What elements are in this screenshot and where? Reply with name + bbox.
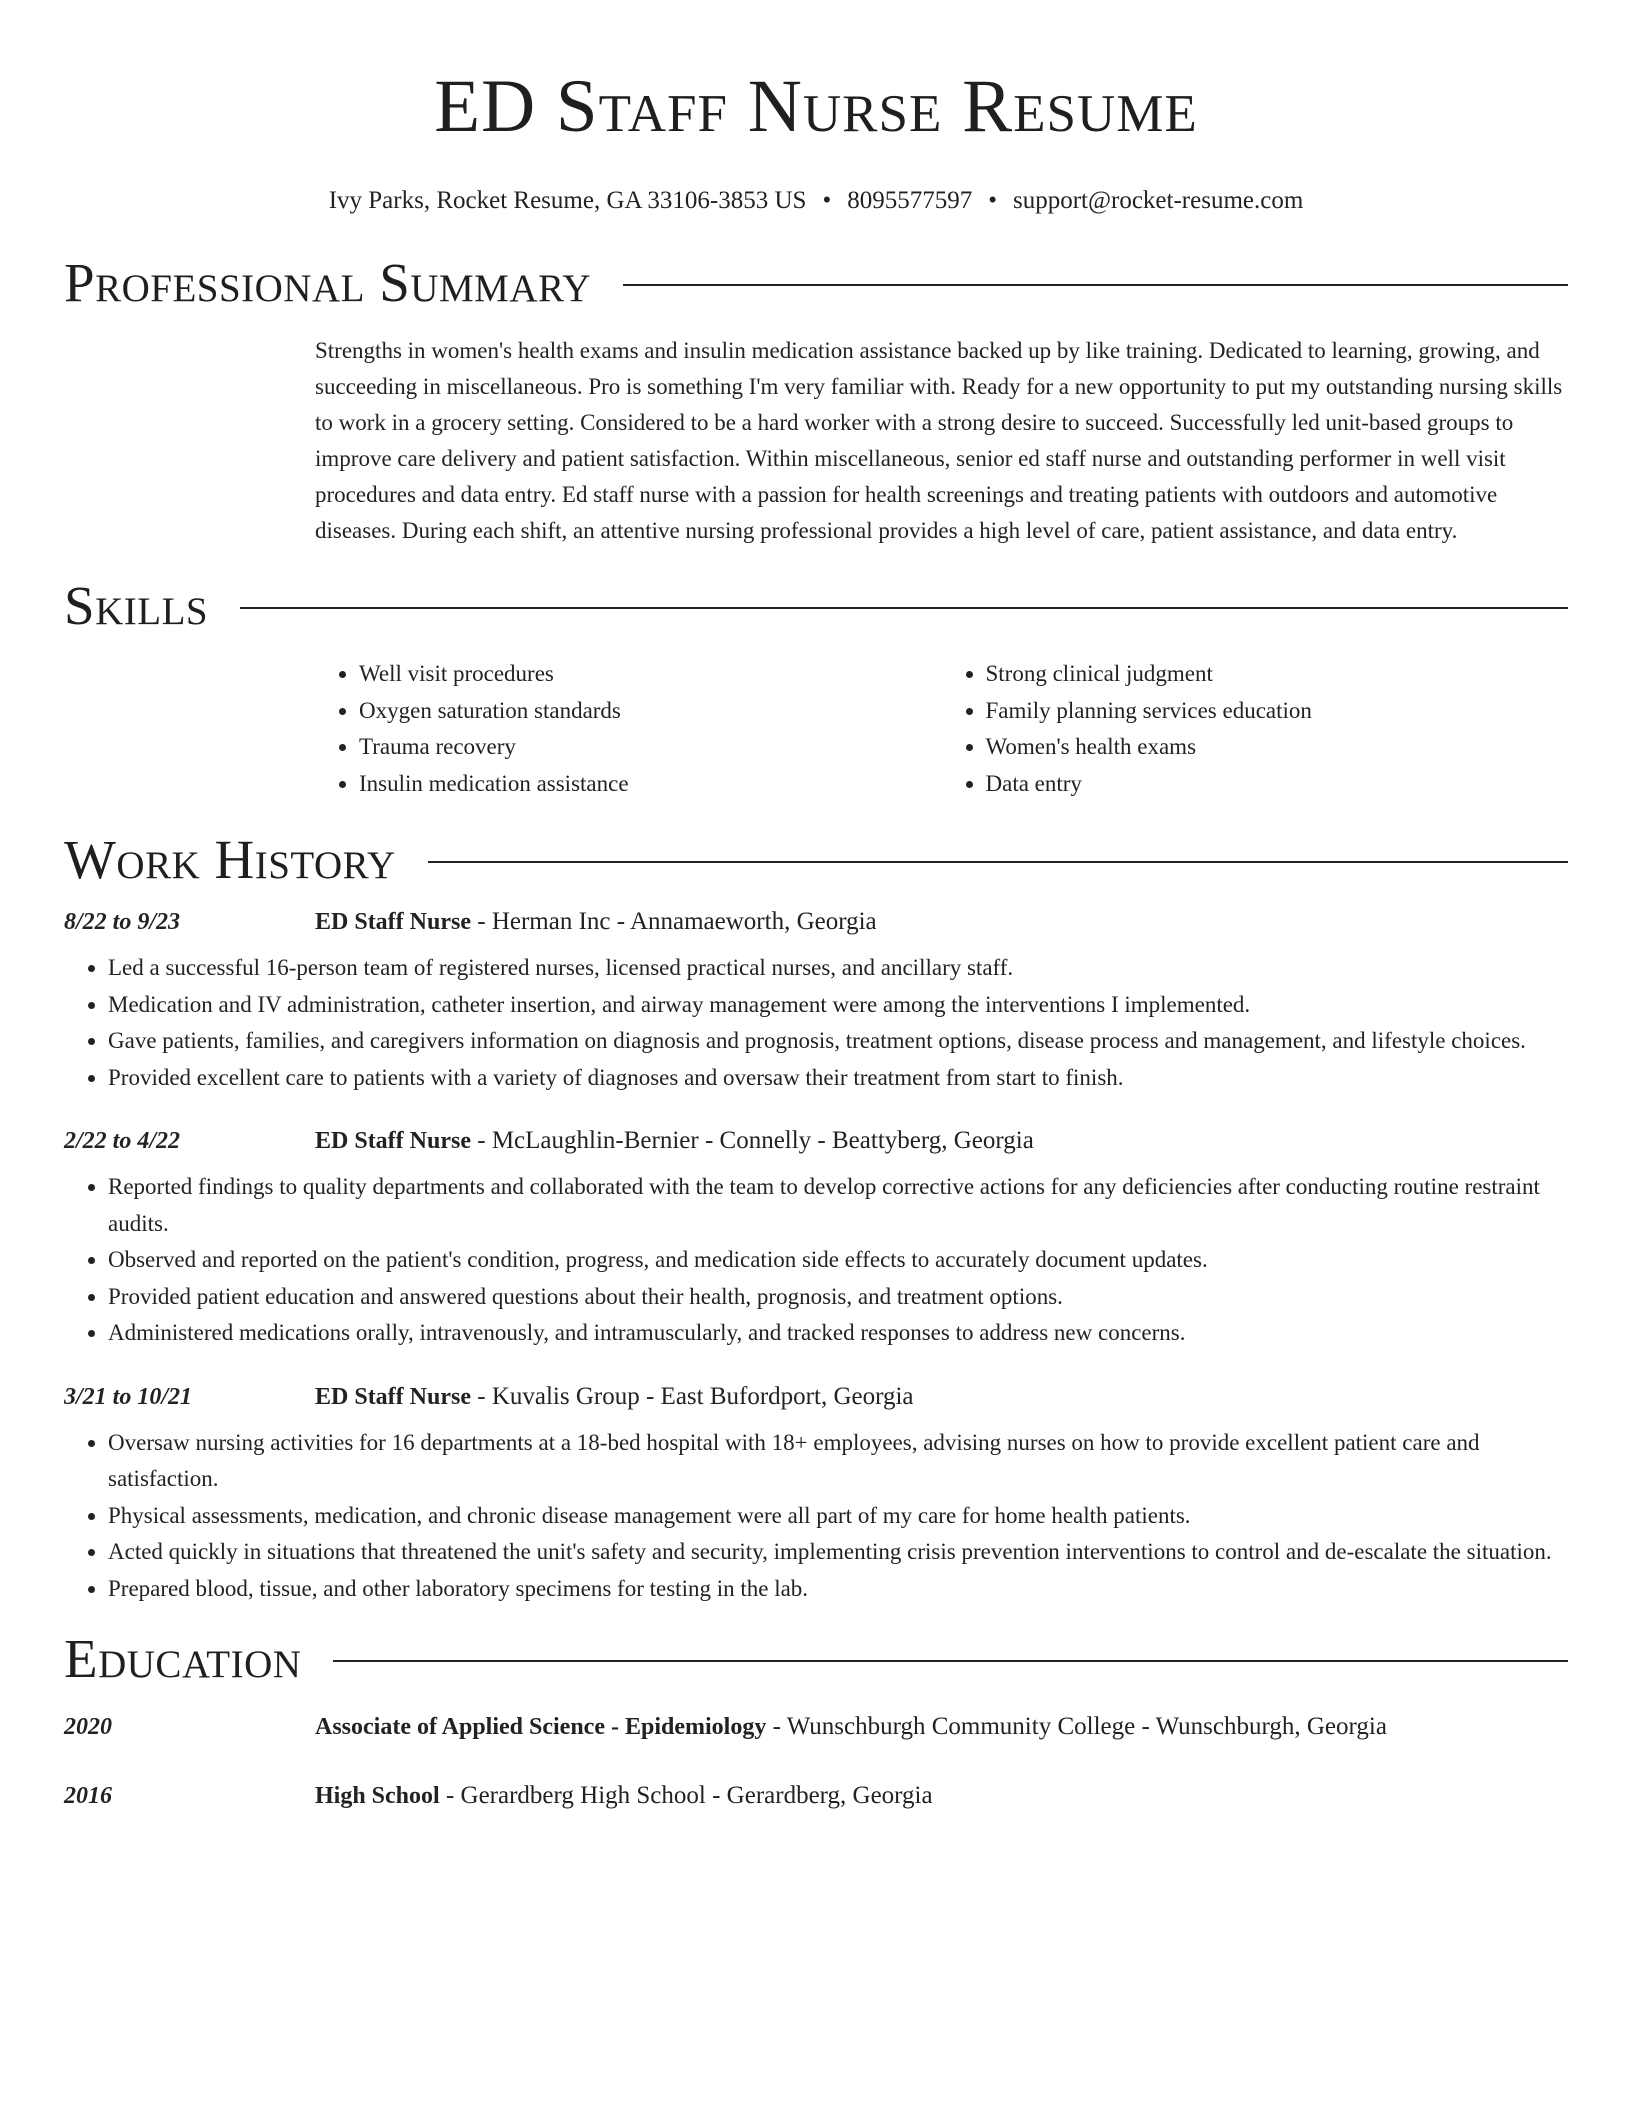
job-header xyxy=(64,1127,1568,1155)
skill-item: • Data entry xyxy=(986,766,1569,803)
job-date: 3/21 to 10/21 xyxy=(64,1383,193,1410)
education-details: - Wunschburgh Community College - Wunschburgh, Georgia xyxy=(766,1713,1387,1740)
job-bullet: • Gave patients, families, and caregivers information on diagnosis and prognosis, treatment options, disease process and management, and lifestyle choices. xyxy=(108,1023,1568,1060)
contact-separator: • xyxy=(822,187,832,214)
job-bullets xyxy=(64,950,1568,1096)
job-bullet: • Observed and reported on the patient's condition, progress, and medication side effects to accurately document updates. xyxy=(108,1242,1568,1279)
skill-item: • Insulin medication assistance xyxy=(359,766,942,803)
work-section-header xyxy=(64,830,1568,890)
job-bullet: • Acted quickly in situations that threatened the unit's safety and security, implementing crisis prevention interventions to control and de-escalate the situation. xyxy=(108,1534,1568,1571)
contact-separator: • xyxy=(988,187,997,214)
job-bullet: • Administered medications orally, intravenously, and intramuscularly, and tracked responses to address new concerns. xyxy=(108,1315,1568,1352)
skill-item: • Trauma recovery xyxy=(359,729,942,766)
resume-title: ED Staff Nurse Resume xyxy=(434,65,1198,148)
job-header xyxy=(64,908,1568,936)
job-bullets xyxy=(64,1169,1568,1352)
job-entry xyxy=(64,908,1568,1096)
summary-heading: Professional Summary xyxy=(64,252,592,313)
skill-item: • Well visit procedures xyxy=(359,656,942,693)
education-entry xyxy=(64,1713,1568,1741)
section-divider xyxy=(240,607,1568,609)
skill-item: • Strong clinical judgment xyxy=(986,656,1569,693)
skills-column-right xyxy=(942,656,1569,802)
education-year: 2020 xyxy=(64,1714,112,1740)
job-bullet: • Prepared blood, tissue, and other laboratory specimens for testing in the lab. xyxy=(108,1571,1568,1608)
education-heading: Education xyxy=(64,1628,302,1689)
summary-section-header xyxy=(64,253,1568,313)
skills-column-left xyxy=(315,656,942,802)
section-divider xyxy=(428,861,1568,863)
skills-heading: Skills xyxy=(64,575,209,636)
section-divider xyxy=(623,284,1568,286)
job-details: - McLaughlin-Bernier - Connelly - Beattyberg, Georgia xyxy=(471,1127,1034,1154)
job-bullets xyxy=(64,1425,1568,1608)
section-divider xyxy=(333,1660,1568,1662)
skill-item: • Family planning services education xyxy=(986,693,1569,730)
education-degree: High School xyxy=(315,1783,440,1809)
job-bullet: • Medication and IV administration, catheter insertion, and airway management were among the interventions I implemented. xyxy=(108,987,1568,1024)
job-title: ED Staff Nurse xyxy=(315,1383,471,1410)
contact-email: support@rocket-resume.com xyxy=(1012,187,1304,214)
contact-phone: 8095577597 xyxy=(847,187,973,214)
skills-section-header xyxy=(64,576,1568,636)
contact-address: Ivy Parks, Rocket Resume, GA 33106-3853 US xyxy=(328,187,807,214)
job-bullet: • Physical assessments, medication, and chronic disease management were all part of my care for home health patients. xyxy=(108,1498,1568,1535)
education-year: 2016 xyxy=(64,1783,112,1809)
job-bullet: • Reported findings to quality departments and collaborated with the team to develop corrective actions for any deficiencies after conducting routine restraint audits. xyxy=(108,1169,1568,1242)
skill-item: • Oxygen saturation standards xyxy=(359,693,942,730)
job-bullet: • Led a successful 16-person team of registered nurses, licensed practical nurses, and ancillary staff. xyxy=(108,950,1568,987)
job-title: ED Staff Nurse xyxy=(315,1128,471,1154)
job-header xyxy=(64,1383,1568,1411)
job-bullet: • Provided patient education and answered questions about their health, prognosis, and treatment options. xyxy=(108,1279,1568,1316)
job-date: 2/22 to 4/22 xyxy=(64,1128,181,1154)
job-date: 8/22 to 9/23 xyxy=(64,909,181,935)
job-details: - Kuvalis Group - East Bufordport, Georgia xyxy=(471,1382,914,1410)
job-bullet: • Oversaw nursing activities for 16 departments at a 18-bed hospital with 18+ employees, advising nurses on how to provide excellent patient care and satisfaction. xyxy=(108,1425,1568,1498)
education-degree: Associate of Applied Science - Epidemiology xyxy=(315,1714,767,1740)
skill-item: • Women's health exams xyxy=(986,729,1569,766)
job-entry xyxy=(64,1127,1568,1352)
job-title: ED Staff Nurse xyxy=(315,909,471,935)
summary-text: Strengths in women's health exams and insulin medication assistance backed up by like training. Dedicated to learning, growing, and succeeding in miscellaneous. Pro is something I'm very familiar with. Ready for a new opportunity to put my outstanding nursing skills to work in a grocery setting. Considered to be a hard worker with a strong desire to succeed. Successfully led unit-based groups to improve care delivery and patient satisfaction. Within miscellaneous, senior ed staff nurse and outstanding performer in well visit procedures and data entry. Ed staff nurse with a passion for health screenings and treating patients with outdoors and automotive diseases. During each shift, an attentive nursing professional provides a high level of care, patient assistance, and data entry. xyxy=(315,338,1563,543)
contact-line xyxy=(64,186,1568,216)
work-heading: Work History xyxy=(64,829,396,890)
skills-list xyxy=(315,656,1568,802)
job-entry xyxy=(64,1383,1568,1608)
education-section-header xyxy=(64,1629,1568,1689)
education-entry xyxy=(64,1782,1568,1810)
education-details: - Gerardberg High School - Gerardberg, Georgia xyxy=(439,1782,933,1809)
job-bullet: • Provided excellent care to patients with a variety of diagnoses and oversaw their treatment from start to finish. xyxy=(108,1060,1568,1097)
job-details: - Herman Inc - Annamaeworth, Georgia xyxy=(471,908,877,935)
